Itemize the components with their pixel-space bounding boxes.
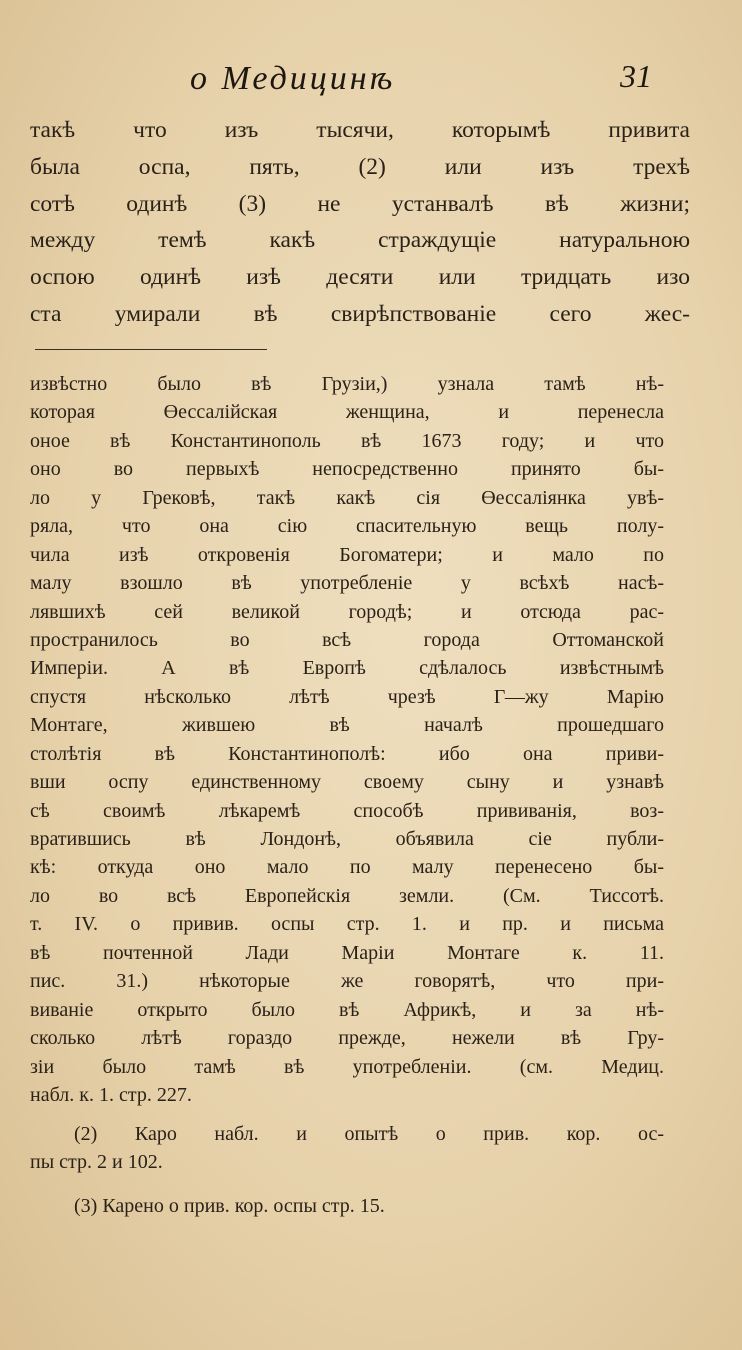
text-line: между темѣ какѣ страждущіе натуральною — [30, 227, 690, 254]
footnote-divider — [35, 349, 267, 350]
text-line: сотѣ одинѣ (3) не устанвалѣ вѣ жизни; — [30, 190, 690, 217]
note-line: которая Өессалійская женщина, и перенесла — [30, 401, 664, 424]
note-line: Имперіи. А вѣ Европѣ сдѣлалось извѣстнымѣ — [30, 657, 664, 680]
page-number: 31 — [620, 58, 652, 94]
note-line: т. IV. о привив. оспы стр. 1. и пр. и письма — [30, 913, 664, 936]
footnote-line — [30, 1192, 664, 1220]
note-line: ло во всѣ Европейскія земли. (См. Тиссотѣ. — [30, 884, 664, 907]
note-line: ло у Грековѣ, такѣ какѣ сія Өессаліянка увѣ- — [30, 486, 664, 509]
note-line: чила изѣ откровенія Богоматери; и мало по — [30, 543, 664, 566]
note-line: вратившись вѣ Лондонѣ, объявила сіе публи- — [30, 828, 664, 850]
text-line: оспою одинѣ изѣ десяти или тридцать изо — [30, 264, 690, 291]
footnote-continuation — [30, 370, 664, 1109]
note-line: набл. к. 1. стр. 227. — [30, 1083, 192, 1106]
text-line: ста умирали вѣ свирѣпствованіе сего жес- — [30, 300, 690, 327]
note-line: зіи было тамѣ вѣ употребленіи. (см. Медиц. — [30, 1055, 664, 1078]
page-header — [0, 58, 742, 108]
text-line: такѣ что изъ тысячи, которымѣ привита — [30, 117, 690, 143]
note-line: пис. 31.) нѣкоторые же говорятѣ, что при- — [30, 970, 664, 993]
note-line: спустя нѣсколько лѣтѣ чрезѣ Г—жу Марію — [30, 685, 664, 708]
note-line: лявшихѣ сей великой городѣ; и отсюда рас- — [30, 600, 664, 623]
note-line: сѣ своимѣ лѣкаремѣ способѣ прививанія, воз- — [30, 799, 664, 822]
footnote-line: пы стр. 2 и 102. — [30, 1151, 163, 1173]
footnote-text: Карено о прив. кор. оспы стр. 15. — [102, 1195, 385, 1217]
footnote-marker: (3) — [74, 1195, 98, 1217]
main-text — [30, 112, 690, 333]
text-line: была оспа, пять, (2) или изъ трехѣ — [30, 153, 690, 180]
note-line: кѣ: откуда оно мало по малу перенесено бы- — [30, 856, 664, 879]
footnote-3 — [30, 1192, 664, 1220]
footnote-text: Каро набл. и опытѣ о прив. кор. ос- — [134, 1123, 664, 1145]
footnote-marker: (2) — [74, 1123, 98, 1145]
note-line: Монтаге, жившею вѣ началѣ прошедшаго — [30, 714, 664, 737]
note-line: ряла, что она сію спасительную вещь полу- — [30, 515, 664, 538]
note-line: пространилось во всѣ города Оттоманской — [30, 628, 664, 651]
note-line: виванiе открыто было вѣ Африкѣ, и за нѣ- — [30, 998, 664, 1021]
note-line: вши оспу единственному своему сыну и узнавѣ — [30, 771, 664, 794]
footnote-line — [30, 1120, 664, 1148]
note-line: извѣстно было вѣ Грузіи,) узнала тамѣ нѣ- — [30, 373, 664, 395]
note-line: малу взошло вѣ употребленіе у всѣхѣ насѣ- — [30, 572, 664, 595]
footnote-2 — [30, 1120, 664, 1176]
note-line: сколько лѣтѣ гораздо прежде, нежели вѣ Гру- — [30, 1027, 664, 1050]
note-line: вѣ почтенной Лади Маріи Монтаге к. 11. — [30, 941, 664, 964]
running-head: о Медицинѣ — [190, 60, 396, 97]
note-line: столѣтія вѣ Константинополѣ: ибо она приви- — [30, 742, 664, 765]
note-line: оное вѣ Константинополь вѣ 1673 году; и что — [30, 429, 664, 452]
note-line: оно во первыхѣ непосредственно принято бы- — [30, 458, 664, 481]
